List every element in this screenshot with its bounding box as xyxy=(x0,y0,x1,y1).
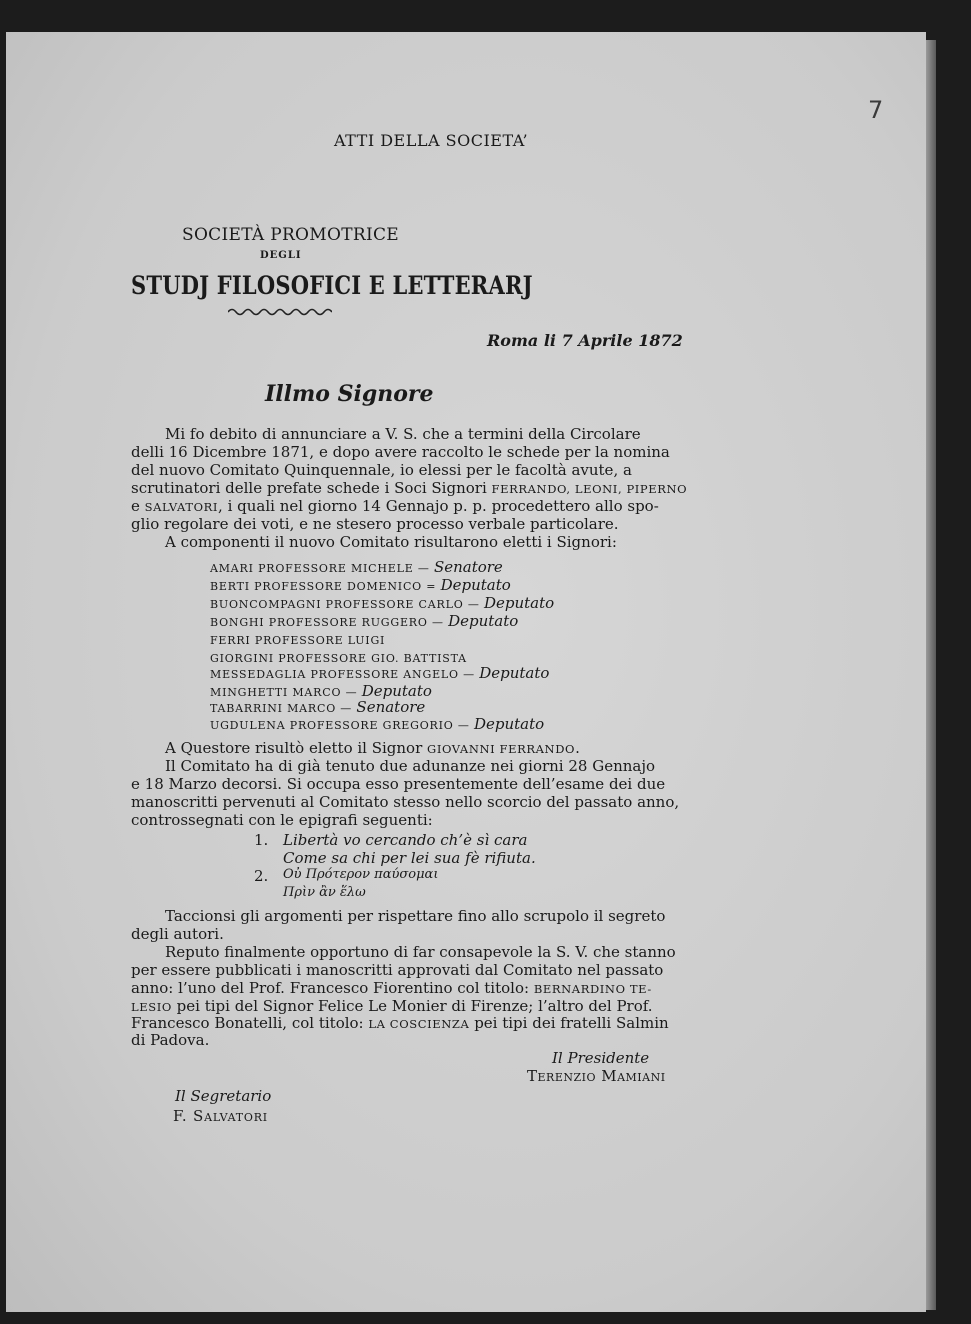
para4-line: di Padova. xyxy=(131,1031,210,1049)
para4-line: LESIO pei tipi del Signor Felice Le Monier di Firenze; l’altro del Prof. xyxy=(131,997,653,1015)
para1-text: scrutinatori delle prefate schede i Soci Signori xyxy=(131,479,487,497)
para1-line xyxy=(131,497,659,515)
scrutinatori-names: FERRANDO, LEONI, PIPERNO xyxy=(491,482,688,496)
page-edge xyxy=(926,40,936,1310)
elected-member: FERRI PROFESSORE LUIGI xyxy=(210,634,386,647)
epigraph-number: 1. xyxy=(254,831,269,849)
para4-line: Francesco Bonatelli, col titolo: LA COSCIENZA pei tipi dei fratelli Salmin xyxy=(131,1014,669,1032)
para1-line: delli 16 Dicembre 1871, e dopo avere raccolto le schede per la nomina xyxy=(131,443,670,461)
elected-member: BUONCOMPAGNI PROFESSORE CARLO — Deputato xyxy=(210,594,555,612)
epigraph-2-line1: Οὐ Πρότερον παύσομαι xyxy=(283,867,439,882)
president-title: Il Presidente xyxy=(552,1049,650,1067)
elected-member: TABARRINI MARCO — Senatore xyxy=(210,698,426,716)
page-number: 7 xyxy=(868,96,884,124)
society-name-line2: DEGLI xyxy=(260,250,302,261)
elected-member: GIORGINI PROFESSORE GIO. BATTISTA xyxy=(210,652,467,665)
secretary-title: Il Segretario xyxy=(175,1087,272,1105)
questore-line: A Questore risultò eletto il Signor GIOVANNI FERRANDO. xyxy=(165,739,580,757)
questore-name: GIOVANNI FERRANDO xyxy=(427,742,576,756)
para1-line xyxy=(131,479,687,497)
epigraph-2-line2: Πρὶν ἂν ἕλω xyxy=(283,885,366,900)
elected-member: UGDULENA PROFESSORE GREGORIO — Deputato xyxy=(210,715,545,733)
para1-text: , i quali nel giorno 14 Gennajo p. p. procedettero allo spo- xyxy=(218,497,659,515)
para3-line: degli autori. xyxy=(131,925,224,943)
scrutinatore-last: SALVATORI xyxy=(144,500,219,514)
ornament-rule xyxy=(228,307,332,317)
para1-line: Mi fo debito di annunciare a V. S. che a termini della Circolare xyxy=(165,425,641,443)
para3-line: Taccionsi gli argomenti per rispettare fino allo scrupolo il segreto xyxy=(165,907,666,925)
salutation: Illmo Signore xyxy=(265,381,434,407)
book-title: BERNARDINO TE- xyxy=(533,982,652,996)
book-title: LESIO xyxy=(131,1000,172,1014)
elected-member: AMARI PROFESSORE MICHELE — Senatore xyxy=(210,558,503,576)
letter-date: Roma li 7 Aprile 1872 xyxy=(487,331,683,350)
elected-member: MINGHETTI MARCO — Deputato xyxy=(210,682,432,700)
secretary-name: F. Salvatori xyxy=(173,1107,268,1125)
para1-line: A componenti il nuovo Comitato risultarono eletti i Signori: xyxy=(165,533,617,551)
book-title: LA COSCIENZA xyxy=(368,1017,470,1031)
epigraph-1-line1: Libertà vo cercando ch’è sì cara xyxy=(283,831,528,849)
elected-member: BERTI PROFESSORE DOMENICO = Deputato xyxy=(210,576,511,594)
para4-line: anno: l’uno del Prof. Francesco Fiorentino col titolo: BERNARDINO TE- xyxy=(131,979,652,997)
running-head: ATTI DELLA SOCIETA’ xyxy=(334,131,529,150)
para1-line: glio regolare dei voti, e ne stesero processo verbale particolare. xyxy=(131,515,619,533)
epigraph-1-line2: Come sa chi per lei sua fè rifiuta. xyxy=(283,849,536,867)
para2-line: controssegnati con le epigrafi seguenti: xyxy=(131,811,433,829)
para4-line: Reputo finalmente opportuno di far consapevole la S. V. che stanno xyxy=(165,943,676,961)
para2-line: manoscritti pervenuti al Comitato stesso nello scorcio del passato anno, xyxy=(131,793,680,811)
para2-line: Il Comitato ha di già tenuto due adunanze nei giorni 28 Gennajo xyxy=(165,757,656,775)
epigraph-number: 2. xyxy=(254,867,269,885)
para2-line: e 18 Marzo decorsi. Si occupa esso presentemente dell’esame dei due xyxy=(131,775,666,793)
elected-member: BONGHI PROFESSORE RUGGERO — Deputato xyxy=(210,612,519,630)
para1-line: del nuovo Comitato Quinquennale, io elessi per le facoltà avute, a xyxy=(131,461,632,479)
president-name: Terenzio Mamiani xyxy=(527,1067,666,1085)
para1-text: e xyxy=(131,497,140,515)
elected-member: MESSEDAGLIA PROFESSORE ANGELO — Deputato xyxy=(210,664,550,682)
society-name-line3: STUDJ FILOSOFICI E LETTERARJ xyxy=(131,270,533,300)
para4-line: per essere pubblicati i manoscritti approvati dal Comitato nel passato xyxy=(131,961,664,979)
society-name-line1: SOCIETÀ PROMOTRICE xyxy=(182,225,399,245)
